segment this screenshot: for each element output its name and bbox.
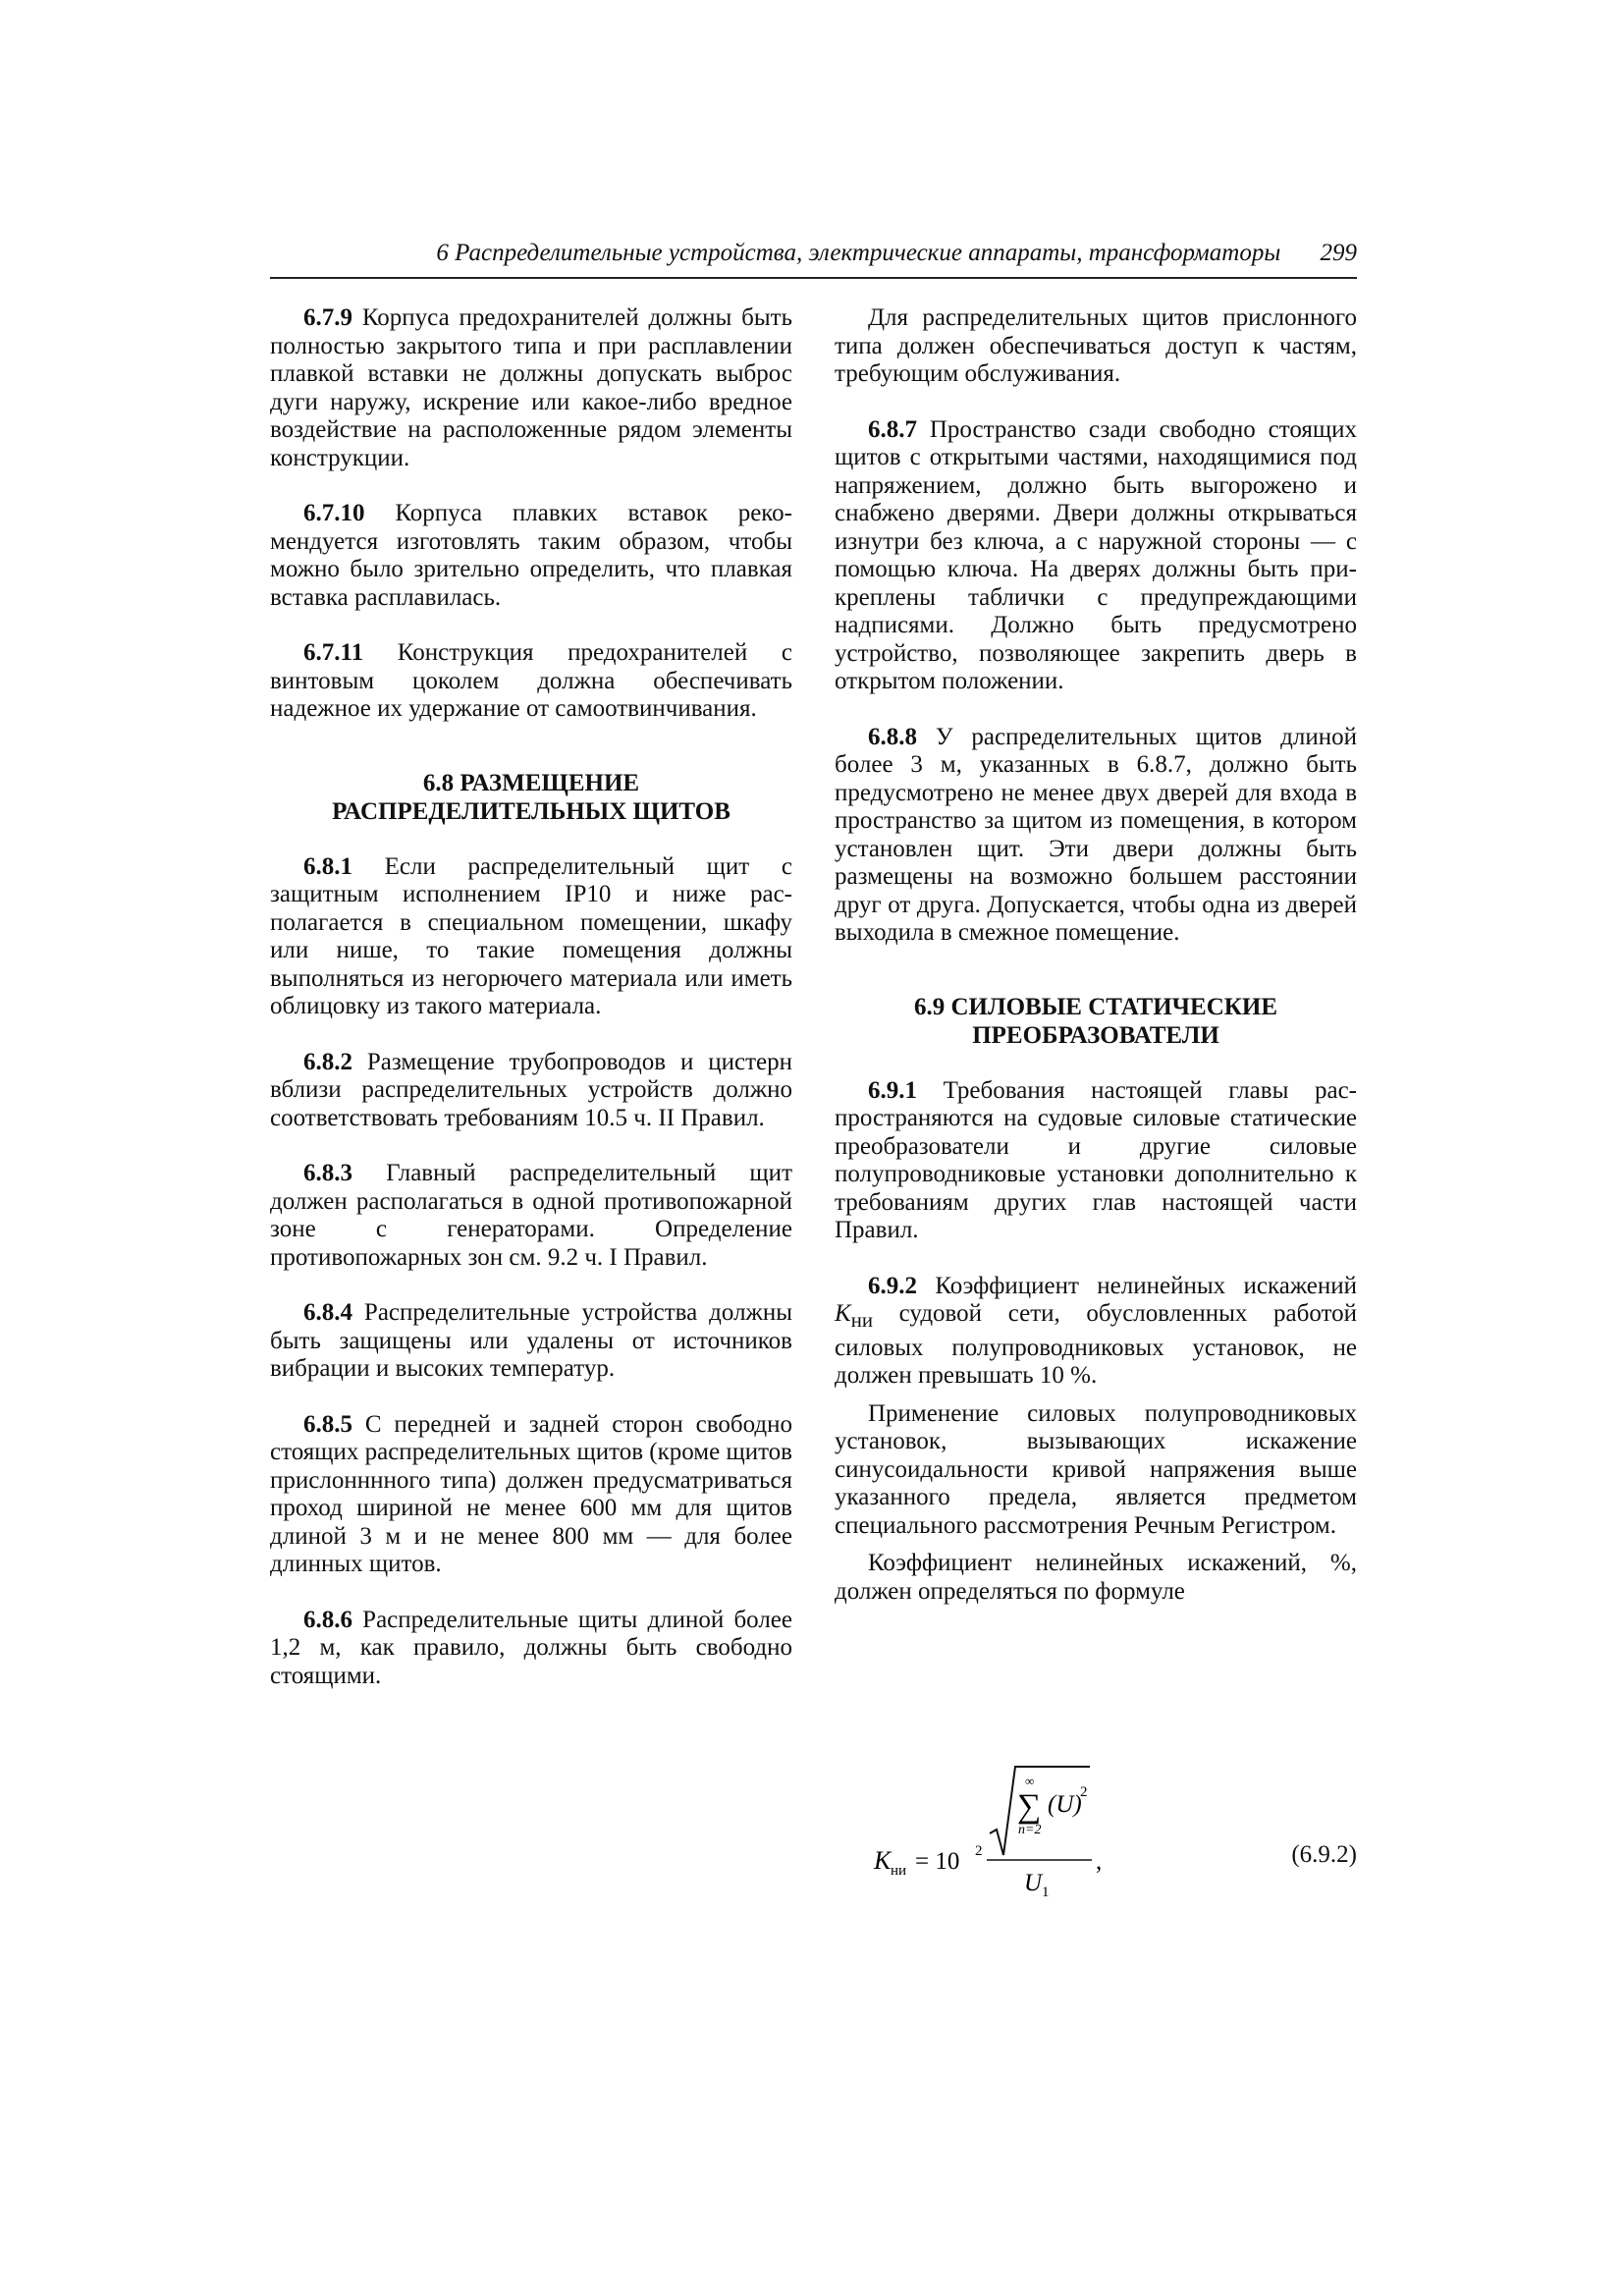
paragraph-6-8-6 (270, 1607, 792, 1691)
clause-number: 6.8.8 (868, 723, 917, 750)
clause-text: С передней и задней сторон свободно стоящих распределительных щитов (кроме щитов прислонннного типа) должен предусматриваться проход шириной не менее 600 мм для щитов длиной 3 м и не менее 800 мм — для более длинных щитов. (270, 1410, 792, 1577)
formula-graphic (835, 1753, 1247, 1900)
clause-number: 6.8.6 (303, 1606, 352, 1633)
paragraph-6-8-5 (270, 1411, 792, 1579)
heading-line: РАСПРЕДЕЛИТЕЛЬНЫХ ЩИТОВ (332, 797, 730, 825)
paragraph-6-9-1 (835, 1077, 1357, 1245)
paragraph-6-9-2-b: Применение силовых полупроводниковых установок, вызывающих искажение синусоидальности кривой напряжения выше указанного предела, является предметом специального рассмотрения Речным Регистром. (835, 1399, 1357, 1539)
k-symbol: K (835, 1300, 851, 1327)
formula-comma: , (1096, 1848, 1103, 1875)
clause-number: 6.8.2 (303, 1048, 352, 1075)
clause-text: судовой сети, обусловленных работой силовых полупроводниковых установок, не должен превышать 10 %. (835, 1300, 1357, 1389)
clause-text: Размещение трубопроводов и цистерн вблизи распределительных устройств должно соответствовать требованиям 10.5 ч. II Правил. (270, 1048, 792, 1131)
sum-upper-limit: ∞ (1025, 1774, 1035, 1788)
left-column (270, 304, 792, 1718)
page-number: 299 (1320, 240, 1357, 266)
paragraph-6-8-8 (835, 724, 1357, 948)
clause-number: 6.9.1 (868, 1076, 917, 1104)
paragraph-6-8-4 (270, 1299, 792, 1384)
clause-text: Пространство сзади свободно стоящих щитов с открытыми частями, находящимися под напряжением, должно быть выгорожено и снабжено дверями. Двери должны открываться изнутри без ключа, а с наружной стороны — с помощью ключа. На дверях должны быть прикреплены таблички с предупреждающими надписями. Должно быть предусмотрено устройство, позволяющее закрепить дверь в открытом положении. (835, 415, 1357, 694)
clause-text: Коэффициент нелинейных искажений (917, 1272, 1357, 1299)
denominator-subscript: 1 (1042, 1885, 1050, 1900)
clause-number: 6.8.4 (303, 1299, 352, 1326)
clause-text: Конструкция предохранителей с винтовым цоколем должна обеспечивать надежное их удержание от самоотвинчивания. (270, 639, 792, 722)
clause-text: Корпуса плавких вставок рекомендуется изготовлять таким образом, чтобы можно было зрительно определить, что плавкая вставка расплавилась. (270, 500, 792, 611)
heading-line: ПРЕОБРАЗОВАТЕЛИ (972, 1021, 1219, 1049)
denominator-symbol: U (1024, 1870, 1043, 1896)
clause-number: 6.7.10 (303, 500, 365, 526)
sum-term: (U) (1048, 1791, 1082, 1818)
paragraph-6-8-3 (270, 1160, 792, 1272)
clause-number: 6.9.2 (868, 1272, 917, 1299)
clause-text: У распределительных щитов длиной более 3 м, указанных в 6.8.7, должно быть предусмотрено не менее двух дверей для входа в пространство за щитом из помещения, в котором установлен щит. Эти двери должны быть размещены на возможно большем расстоянии друг от друга. Допускается, чтобы одна из дверей выходила в смежное помещение. (835, 723, 1357, 946)
paragraph-6-9-2 (835, 1273, 1357, 1391)
formula-lhs-symbol: K (874, 1846, 892, 1875)
formula-6-9-2 (835, 1753, 1357, 1900)
clause-text: Распределительные щиты длиной более 1,2 м, как правило, должны быть свободно стоящими. (270, 1606, 792, 1689)
clause-number: 6.7.9 (303, 304, 352, 331)
paragraph-6-8-6-continued: Для распределительных щитов прислонного типа должен обеспечиваться доступ к частям, требующим обслуживания. (835, 304, 1357, 387)
paragraph-6-7-11 (270, 639, 792, 724)
heading-line: 6.8 РАЗМЕЩЕНИЕ (422, 769, 640, 796)
clause-text: Если распределительный щит с защитным исполнением IP10 и ниже располагается в специальном помещении, шкафу или нише, то такие помещения должны выполняться из негорючего материала или иметь облицовку из такого материала. (270, 852, 792, 1019)
running-header (270, 236, 1357, 279)
clause-text: Распределительные устройства должны быть защищены или удалены от источников вибрации и высоких температур. (270, 1299, 792, 1382)
clause-number: 6.8.1 (303, 852, 352, 880)
sum-lower-limit: n=2 (1018, 1823, 1042, 1837)
clause-number: 6.8.5 (303, 1410, 352, 1438)
paragraph-6-9-2-c: Коэффициент нелинейных искажений, %, должен определяться по формуле (835, 1550, 1357, 1605)
section-heading-6-8 (270, 769, 792, 826)
right-column (835, 304, 1357, 1615)
paragraph-6-8-7 (835, 416, 1357, 696)
formula-lhs-subscript: ни (891, 1863, 907, 1879)
paragraph-6-7-9 (270, 304, 792, 472)
clause-number: 6.8.3 (303, 1160, 352, 1186)
section-heading-6-9 (835, 993, 1357, 1050)
clause-text: Требования настоящей главы распространяются на судовые силовые статические преобразователи и другие силовые полупроводниковые установки дополнительно к требованиям других глав настоящей части Правил. (835, 1076, 1357, 1243)
clause-text: Корпуса предохранителей должны быть полностью закрытого типа и при расплавлении плавкой вставки не должны допускать выброс дуги наружу, искрение или какое-либо вредное воздействие на расположенные рядом элементы конструкции. (270, 304, 792, 471)
clause-text: Главный распределительный щит должен располагаться в одной противопожарной зоне с генераторами. Определение противопожарных зон см. 9.2 ч. I Правил. (270, 1160, 792, 1271)
header-title: 6 Распределительные устройства, электрические аппараты, трансформаторы (436, 240, 1281, 266)
formula-coefficient: = 10 (915, 1848, 960, 1875)
sum-term-power: 2 (1080, 1784, 1088, 1800)
sum-sign: ∑ (1017, 1788, 1042, 1825)
heading-line: 6.9 СИЛОВЫЕ СТАТИЧЕСКИЕ (913, 993, 1277, 1020)
equation-number: (6.9.2) (1291, 1841, 1357, 1868)
k-subscript: ни (850, 1308, 873, 1332)
formula-exponent: 2 (975, 1843, 983, 1859)
clause-number: 6.7.11 (303, 639, 364, 666)
paragraph-6-8-2 (270, 1049, 792, 1133)
paragraph-6-7-10 (270, 500, 792, 612)
paragraph-6-8-1 (270, 853, 792, 1021)
clause-number: 6.8.7 (868, 415, 917, 443)
